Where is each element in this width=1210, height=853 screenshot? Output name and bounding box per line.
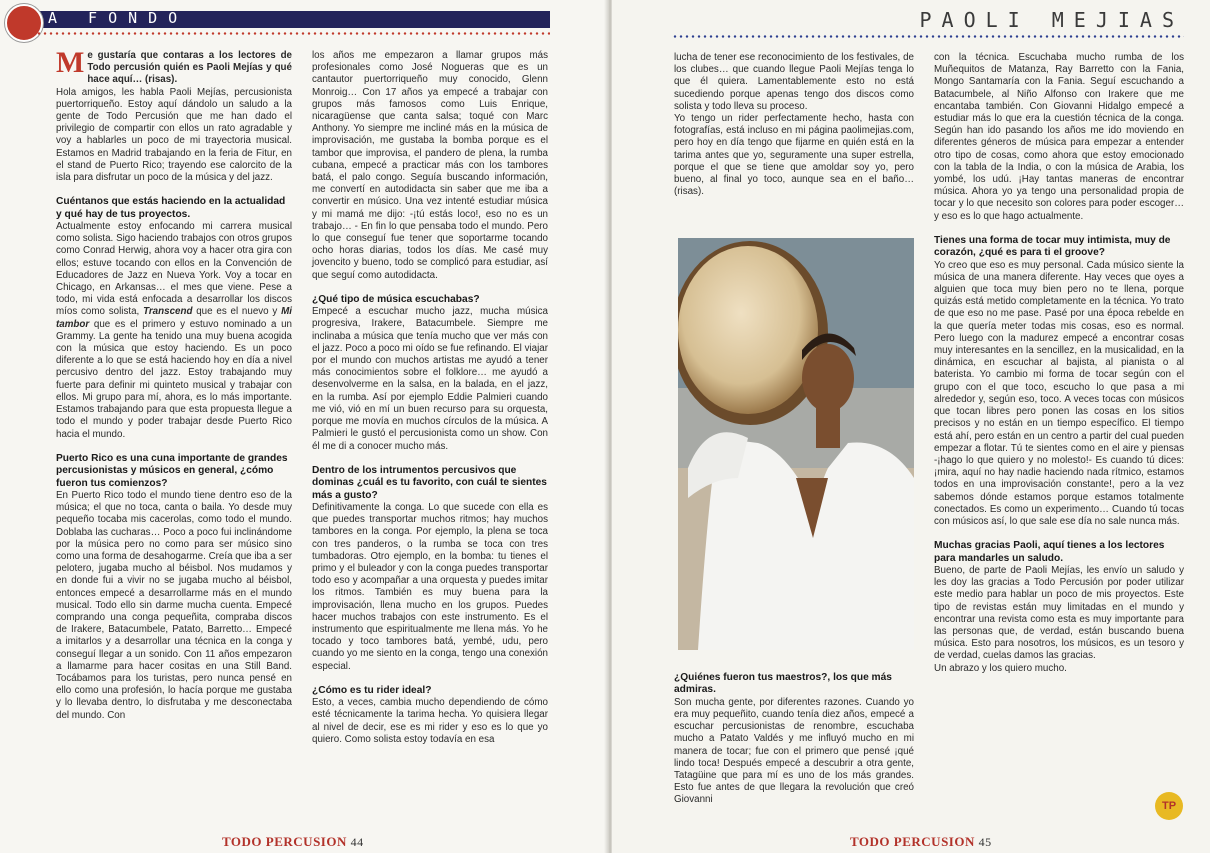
- question-heading: Cuéntanos que estás haciendo en la actualidad y qué hay de tus proyectos.: [56, 196, 286, 220]
- left-column-1: [56, 46, 292, 732]
- artist-photo: [678, 238, 914, 650]
- question-heading: Dentro de los intrumentos percusivos que dominas ¿cuál es tu favorito, con cuál te sientes más a gusto?: [312, 464, 547, 501]
- album-title: Transcend: [143, 306, 193, 318]
- question-heading: Muchas gracias Paoli, aquí tienes a los lectores para mandarles un saludo.: [934, 540, 1165, 564]
- tp-badge-icon: TP: [1155, 792, 1183, 820]
- paragraph: Son mucha gente, por diferentes razones. Cuando yo era muy pequeñito, cuando tenía diez años, empecé a escuchar percusionistas de renombre, escuchaba mucho a Patato Valdés y me influyó mucho en mi manera de tocar; fue con el primero que pensé ¡qué lindo toca! Después empecé a descubrir a otra gente, Tatagüine que para mí es uno de los más grandes. Esto fue antes de que llegara la revolución que creó Giovanni: [674, 696, 914, 806]
- page-number: 44: [350, 835, 364, 849]
- page-number: 45: [978, 835, 992, 849]
- paragraph: Un abrazo y los quiero mucho.: [934, 662, 1067, 674]
- section-title: A FONDO: [48, 9, 189, 27]
- album-title: Mi tambor: [56, 306, 292, 330]
- paragraph: lucha de tener ese reconocimiento de los festivales, de los clubes… que cuando llegue Paoli Mejías tenga lo que él quiera. Lamentablemente esto no está sucediendo porque apenas tengo dos discos como solista y todo lleva su proceso.: [674, 52, 914, 112]
- page-footer: TODO PERCUSION 44: [222, 834, 364, 849]
- paragraph: Empecé a escuchar mucho jazz, mucha música progresiva, Irakere, Batacumbele. Siempre me inclinaba a música que tenía mucho que ver más con el jazz. Poco a poco mi oído se fue refinando. El viajar por el mundo con muchos artistas me ayudó a tener más conocimientos sobre el folklore… me ayudó a desenvolverme en la salsa, en la balada, en el jazz, en la rumba. Así por ejemplo Eddie Palmieri cuando me vió, vió en mí un buen recurso para su orquesta, porque me movía en muchos círculos de la música. A Palmieri le gustó el percusionista como un show. Con él me di a conocer mucho más.: [312, 306, 548, 452]
- dotted-rule: [672, 34, 1184, 39]
- right-column-2: [934, 52, 1184, 685]
- magazine-logo-icon: [5, 4, 43, 42]
- paragraph: Definitivamente la conga. Lo que sucede con ella es que puedes transportar muchos ritmos; hay muchos tambores en la conga. Por ejemplo, la plena se toca con tres panderos, o la rumba se toca con tres tumbadoras. Otro ejemplo, en la bomba: tu tienes el primo y el buleador y con la conga puedes transportar todo eso y acompañar a una orquesta y puedes imitar los ritmos. También es muy buena para la improvisación, llena mucho en los grupos. Puedes hacer muchos trabajos con este instrumento. Es el instrumento que espiritualmente me llena más. Yo he tocado y toco tambores batá, yembé, udu, pero cuando yo me siento en la conga, tengo una conexión especial.: [312, 501, 548, 672]
- right-column-1: [674, 52, 914, 208]
- paragraph: Yo tengo un rider perfectamente hecho, hasta con fotografías, está incluso en mi página paolimejias.com, pero hoy en día tengo que fijarme en quién está en la tarima antes que yo, seguramente una super estrella, porque el que se tiene que amoldar soy yo, pero bueno, al final yo toco, aunque sea en el baño… (risas).: [674, 113, 914, 198]
- article-title: PAOLI MEJIAS: [919, 8, 1184, 32]
- drop-cap: M: [56, 46, 85, 79]
- paragraph: Bueno, de parte de Paoli Mejías, les envío un saludo y les doy las gracias a Todo Percusión por poder utilizar este medio para hablar un poco de mis proyectos. Este tipo de revistas están muy limitadas en el mundo y encontrar una revista como esta es muy importante para las personas que, de verdad, están buscando buena música. Esto para nosotros, los músicos, es un tesoro y de verdad, cuelas damos las gracias.: [934, 564, 1184, 662]
- question-heading: ¿Quiénes fueron tus maestros?, los que más admiras.: [674, 672, 892, 696]
- intro-question: Me gustaría que contaras a los lectores de Todo percusión quién es Paoli Mejías y qué hace aquí… (risas).: [56, 46, 292, 86]
- paragraph: los años me empezaron a llamar grupos más profesionales como José Nogueras que es un cantautor puertorriqueño muy conocido, Glenn Monroig… Con 17 años ya empecé a trabajar con grupos más famosos como Luis Enrique, nicaragüense que canta salsa; toqué con Marc Anthony. Yo siempre me incliné más en la música de improvisación, me gustaba la bomba porque es el tambor que improvisa, el pandero de plena, la rumba cubana, empecé a practicar más con los tambores batá, el palo congo. Seguía buscando información, me convertí en autodidacta sin saber que me iba a convertir en músico. Una vez intenté estudiar música y mi mamá me dijo: -¡tú estás loco!, eso no es un trabajo… - En fin lo que pensaba todo el mundo. Pero lo que conseguí fue tener que soportarme tocando ocho horas diarias, todos los días. Me casé muy jovencito y bueno, todo se complicó para estudiar, así que seguí como autodidacta.: [312, 50, 548, 281]
- question-heading: ¿Qué tipo de música escuchabas?: [312, 293, 480, 305]
- paragraph: Actualmente estoy enfocando mi carrera musical como solista. Sigo haciendo trabajos con otros grupos como Conrad Herwig, ahora voy a hacer otra gira con ellos; estuve tocando con ellos en la Convención de Educadores de Jazz en Nueva York. Voy a tocar en Chicago, en Arkansas… el mes que viene. Pese a todo, mi vida está enfocada a desarrollar los discos míos como solista, Transcend que es el nuevo y Mi tambor que es el primero y estuvo nominado a un Grammy. La gente ha tenido una muy buena acogida con la música que estoy haciendo. Es un poco diferente a lo que se está haciendo hoy en día a nivel percusivo dentro del jazz. Estoy trabajando muy fuerte para definir mi quinteto musical y trabajar con ellos. Mi grupo para mí, ahora, es lo más importante. Estamos trabajando para que esta propuesta llegue a todo el mundo y poder trabajar desde Puerto Rico hacia el mundo.: [56, 221, 292, 440]
- dotted-rule: [30, 31, 550, 36]
- paragraph: Yo creo que eso es muy personal. Cada músico siente la música de una manera diferente. Hay veces que oyes a alguien que toca muy bien pero no te llena, porque quizás está metido completamente en la técnica. Yo trato de que eso no me pase. Pasé por una época rebelde en la que quería meter todas mis cosas, eso es normal. Pero luego con la madurez empecé a encontrar cosas muy interesantes en la sencillez, en la musicalidad, en la dinámica, en escuchar al bajista, al pianista o al baterista. Yo cambio mi forma de tocar según con el grupo con el que toco, escucho lo que pasa a mi alrededor y, según eso, toco. A veces tocas con músicos que tocan libres pero ponen las cosas en los sitios precisos y no están en un tiempo específico. El tiempo está ahí, pero están en un centro a partir del cual pueden empezar a flotar. Tú te sientes como en el aire y piensas -¡hago lo que quiero y no molesto!- Es cuando tú dices: ¡mira, aquí no hay nadie haciendo nada rítmico, estamos todos en una improvisación constante!, pero a la vez sabemos dónde estamos porque estamos totalmente conectados. Es como un experimento… Cuando tú tocas con músicos así, lo que sale ese día no sale nunca más.: [934, 259, 1184, 527]
- paragraph: con la técnica. Escuchaba mucho rumba de los Muñequitos de Matanza, Ray Barretto con la Fania, Mongo Santamaría con la Fania. Seguí escuchando a Batacumbele, al Niño Alfonso con Irakere que me encantaba también. Con Giovanni Hidalgo empecé a estudiar más lo que era la cuestión técnica de la conga. Según han ido pasando los años me ido moviendo en diferentes géneros de música para empezar a entender otro tipo de cosas, como ahora que estoy emocionado con la tabla de la India, o con la música de Arabia, los yombé, los udú. ¡Hay tantas maneras de encontrar música. Ahora yo ya tengo una personalidad propia de tocar y lo que necesito son colores para poder escoger… y eso es lo que hago actualmente.: [934, 52, 1184, 222]
- question-heading: Puerto Rico es una cuna importante de grandes percusionistas y músicos en general, ¿cómo fueron tus comienzos?: [56, 452, 288, 489]
- right-page: [612, 0, 1210, 853]
- paragraph: En Puerto Rico todo el mundo tiene dentro eso de la música; el que no toca, canta o baila. Yo desde muy pequeño tocaba mis cacerolas, como todo el mundo. Doblaba las cucharas… Poco a poco fui inclinándome por la música pero no como para ser músico sino como una forma de desahogarme. Creía que iba a ser pelotero, jugaba mucho al béisbol. Nos mudamos y en donde fui a vivir no se jugaba mucho al béisbol, entonces empecé a desarrollarme más en el mundo musical. Todo ello sin darme mucha cuenta. Empecé comprando una conga pequeñita, compraba discos de Irakere, Batacumbele, Patato, Barretto… Empecé a imitarlos y a desarrollar una técnica en la conga y conseguí llegar a un sonido. Con 11 años empezaron a llamarme para hacer cositas en una Still Band. Tocábamos para los turistas, pero nunca pensé en ello como una profesión, lo hacía porque me gustaba y lo llevaba dentro, lo disfrutaba y me desconectaba del mundo. Con: [56, 489, 292, 721]
- artist-photo-illustration: [678, 238, 914, 650]
- paragraph: Hola amigos, les habla Paoli Mejías, percusionista puertorriqueño. Estoy aquí dándolo un saludo a la gente de Todo Percusión que me han dado el privilegio de compartir con ellos un rato agradable y voy a hablarles un poco de mi trayectoria musical. Estamos en Madrid trabajando en la feria de Fitur, en el stand de Puerto Rico; trayendo ese calorcito de la isla para disfrutar un poco de la música y del jazz.: [56, 86, 292, 184]
- right-column-1-lower: [674, 672, 914, 817]
- paragraph: Esto, a veces, cambia mucho dependiendo de cómo esté técnicamente la tarima hecha. Yo quisiera llegar al nivel de decir, ese es mi rider y eso es lo que yo quiero. Como solista estoy todavía en esa: [312, 697, 548, 745]
- page-footer: TODO PERCUSION 45: [850, 834, 992, 849]
- question-heading: Tienes una forma de tocar muy intimista, muy de corazón, ¿qué es para ti el groove?: [934, 234, 1171, 259]
- left-column-2: [312, 50, 548, 756]
- question-heading: ¿Cómo es tu rider ideal?: [312, 684, 432, 696]
